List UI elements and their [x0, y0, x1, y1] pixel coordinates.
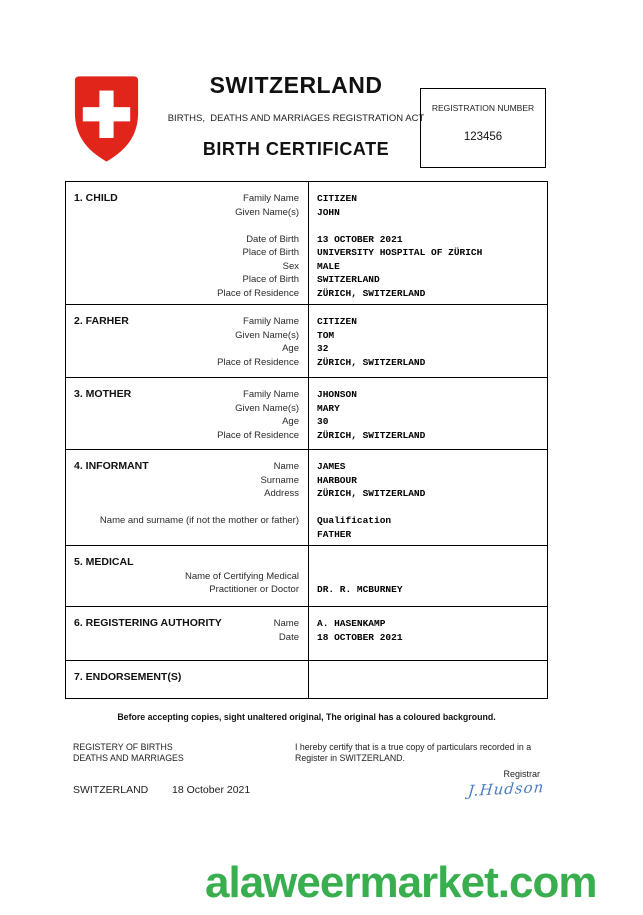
field-row — [66, 570, 547, 584]
field-row — [66, 192, 547, 206]
field-value: UNIVERSITY HOSPITAL OF ZÜRICH — [317, 247, 483, 258]
section-endorsements-heading: 7. ENDORSEMENT(S) — [74, 671, 182, 683]
field-label: Name and surname (if not the mother or father) — [99, 515, 299, 526]
field-label: Place of Residence — [217, 429, 299, 441]
section-father-heading: 2. FARHER — [74, 315, 129, 327]
section-medical — [66, 545, 547, 606]
section-informant — [66, 449, 547, 545]
spacer-row — [66, 556, 547, 570]
field-value: MALE — [317, 260, 340, 272]
field-row — [66, 206, 547, 220]
field-row — [66, 315, 547, 329]
section-father — [66, 304, 547, 377]
field-row — [66, 474, 547, 488]
registrar-signature: J.Hudson — [467, 777, 546, 801]
field-label: Family Name — [243, 193, 299, 204]
field-row — [66, 329, 547, 343]
section-registering-authority-heading: 6. REGISTERING AUTHORITY — [74, 617, 222, 629]
section-father-rows — [66, 305, 547, 373]
field-label: Place of Birth — [242, 274, 299, 285]
field-row — [66, 402, 547, 416]
registry-line-1: REGISTERY OF BIRTHS — [73, 742, 173, 752]
section-mother — [66, 377, 547, 449]
field-value: MARY — [317, 402, 340, 414]
spacer-row — [66, 501, 547, 515]
section-mother-rows — [66, 378, 547, 446]
field-row — [66, 273, 547, 287]
field-value: 13 OCTOBER 2021 — [317, 233, 403, 245]
field-label: Family Name — [243, 316, 299, 327]
field-value — [308, 501, 547, 515]
field-label: Place of Residence — [217, 287, 299, 299]
field-row — [66, 487, 547, 501]
field-value: HARBOUR — [317, 474, 357, 486]
field-row — [66, 388, 547, 402]
field-value: ZÜRICH, SWITZERLAND — [317, 429, 426, 441]
field-label: Family Name — [243, 389, 299, 400]
document-title: BIRTH CERTIFICATE — [202, 139, 390, 159]
field-value: ZÜRICH, SWITZERLAND — [317, 488, 426, 499]
field-label: Name — [273, 618, 299, 629]
field-label — [66, 219, 308, 233]
watermark-text: alaweermarket.com — [205, 858, 597, 907]
field-row — [66, 246, 547, 260]
registry-block — [73, 742, 184, 764]
country-title: SWITZERLAND — [209, 72, 383, 98]
section-child-heading: 1. CHILD — [74, 192, 118, 204]
field-value: JOHN — [317, 206, 340, 218]
field-value: JAMES — [317, 461, 346, 472]
field-row — [66, 631, 547, 645]
field-label: Surname — [260, 474, 299, 486]
section-mother-heading: 3. MOTHER — [74, 388, 132, 400]
field-label: Address — [264, 488, 299, 499]
field-label: Given Name(s) — [235, 206, 299, 218]
registration-number-box — [420, 88, 546, 168]
copy-notice: Before accepting copies, sight unaltered original, The original has a coloured background. — [117, 712, 496, 722]
section-medical-heading: 5. MEDICAL — [74, 556, 134, 568]
registration-number-value: 123456 — [463, 131, 503, 143]
section-endorsements — [66, 660, 547, 698]
section-child-rows — [66, 182, 547, 304]
certificate-table — [65, 181, 548, 699]
field-value: TOM — [317, 329, 335, 341]
field-row — [66, 356, 547, 370]
field-row — [66, 233, 547, 247]
spacer-row — [66, 219, 547, 233]
field-label: Name — [273, 461, 299, 472]
section-informant-heading: 4. INFORMANT — [74, 460, 149, 472]
field-label — [66, 528, 308, 542]
field-value: 32 — [317, 343, 329, 354]
field-row — [66, 429, 547, 443]
field-value — [308, 556, 547, 570]
field-label: Sex — [282, 260, 299, 272]
field-row — [66, 415, 547, 429]
footer-country: SWITZERLAND — [73, 784, 149, 796]
field-value: FATHER — [317, 528, 352, 540]
field-value: CITIZEN — [317, 316, 357, 327]
field-label: Date of Birth — [246, 233, 299, 245]
field-label — [66, 501, 308, 515]
field-label: Age — [282, 343, 299, 354]
field-value: CITIZEN — [317, 193, 357, 204]
field-value: ZÜRICH, SWITZERLAND — [317, 287, 426, 299]
field-label: Age — [282, 416, 299, 427]
field-value: 30 — [317, 416, 329, 427]
field-value: Qualification — [317, 515, 392, 526]
field-label: Given Name(s) — [235, 329, 299, 341]
field-value — [308, 570, 547, 584]
field-label: Date — [278, 631, 299, 643]
field-row — [66, 287, 547, 301]
field-label: Place of Residence — [217, 356, 299, 368]
footer-date: 18 October 2021 — [172, 784, 251, 796]
act-subtitle: BIRTHS, DEATHS AND MARRIAGES REGISTRATION ACT — [167, 113, 425, 124]
section-registering-authority — [66, 606, 547, 660]
registrar-label: Registrar — [503, 769, 540, 779]
registration-number-label: REGISTRATION NUMBER — [431, 103, 535, 113]
field-value: JHONSON — [317, 389, 357, 400]
field-value — [308, 219, 547, 233]
section-child — [66, 182, 547, 304]
field-label: Given Name(s) — [235, 402, 299, 414]
field-value: A. HASENKAMP — [317, 618, 386, 629]
header-center — [150, 72, 442, 160]
field-row — [66, 528, 547, 542]
field-value: DR. R. MCBURNEY — [317, 584, 403, 595]
field-row — [66, 342, 547, 356]
certify-statement: I hereby certify that is a true copy of particulars recorded in a Register in SWITZERLAND. — [295, 742, 532, 763]
section-medical-rows — [66, 546, 547, 601]
field-label: Name of Certifying Medical — [184, 570, 299, 582]
field-row — [66, 260, 547, 274]
field-value: ZÜRICH, SWITZERLAND — [317, 356, 426, 368]
field-value: SWITZERLAND — [317, 274, 380, 285]
field-value: 18 OCTOBER 2021 — [317, 631, 403, 643]
field-label: Practitioner or Doctor — [209, 584, 299, 595]
registry-line-2: DEATHS AND MARRIAGES — [73, 753, 184, 763]
field-label: Place of Birth — [242, 247, 299, 258]
field-row — [66, 583, 547, 597]
swiss-coat-of-arms-icon — [67, 74, 146, 164]
field-row — [66, 514, 547, 528]
